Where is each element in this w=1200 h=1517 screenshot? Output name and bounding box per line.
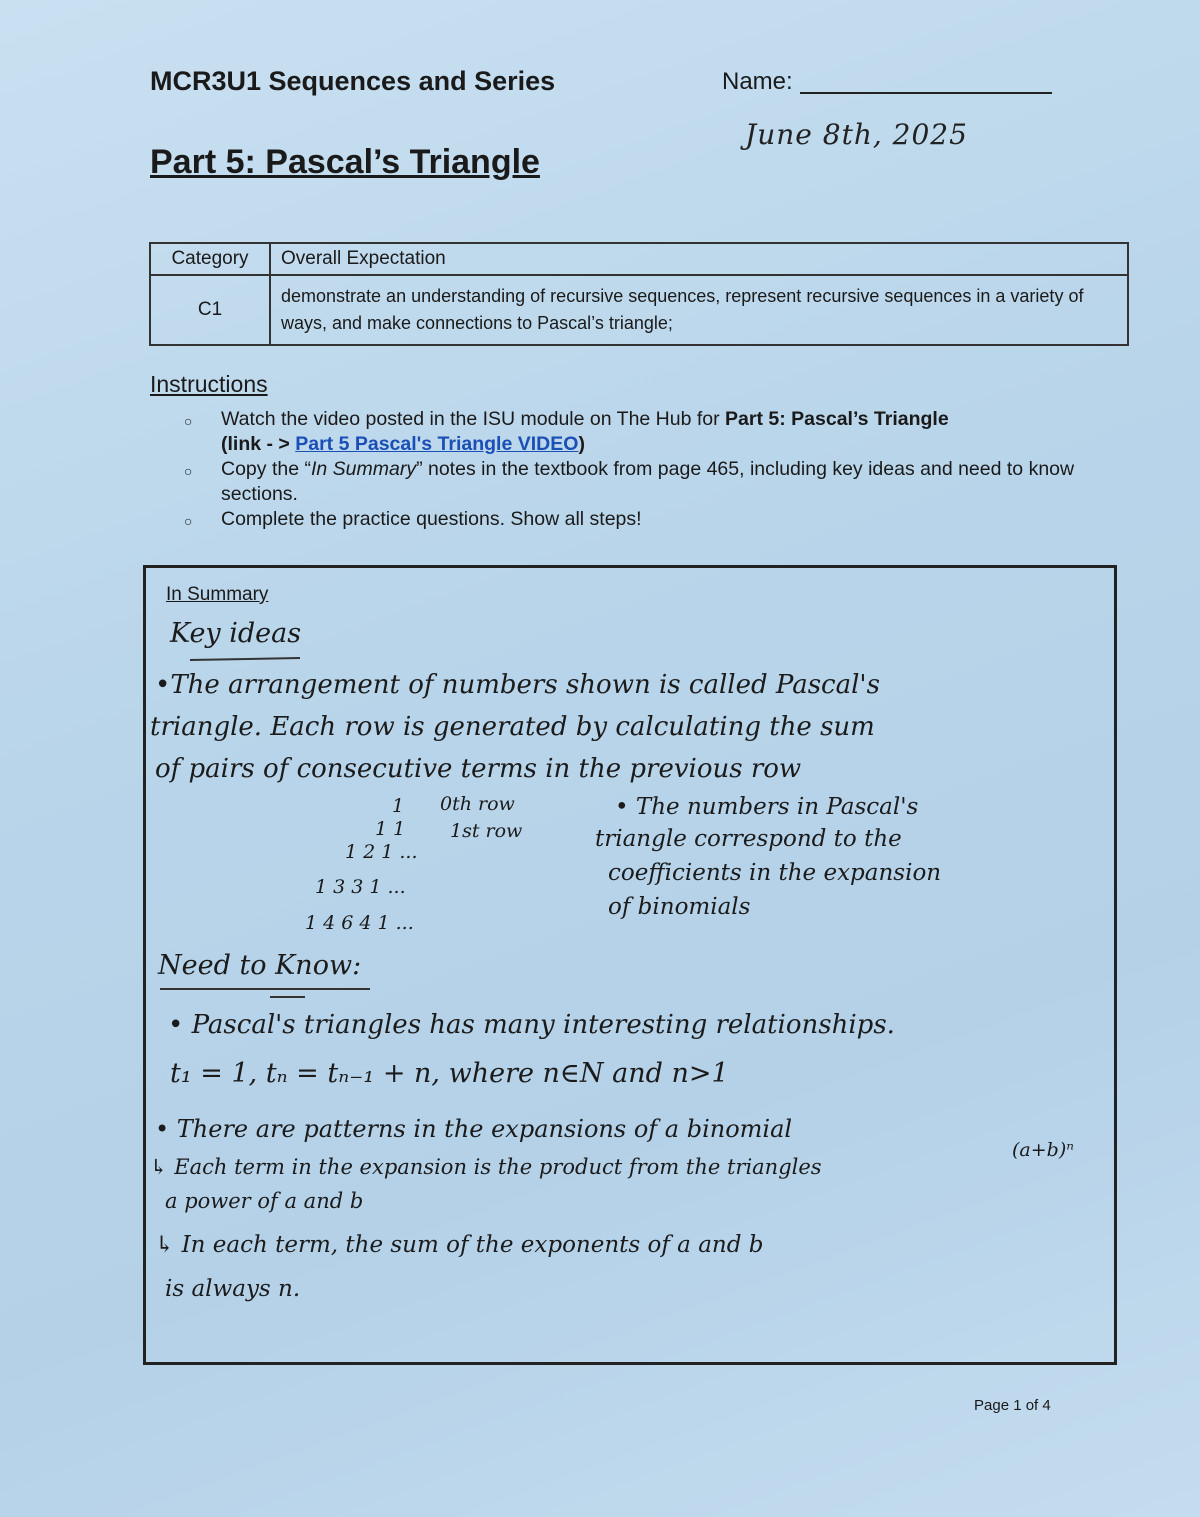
instruction-text: Watch the video posted in the ISU module on The Hub for — [221, 408, 726, 430]
need-line: is always n. — [165, 1276, 301, 1302]
link-prefix: (link - > — [221, 433, 296, 455]
need-line: • Pascal's triangles has many interesting relationships. — [168, 1010, 895, 1040]
triangle-row: 1 2 1 ... — [345, 841, 418, 863]
name-label: Name: — [722, 68, 793, 95]
key-ideas-heading: Key ideas — [170, 618, 302, 649]
list-item — [180, 457, 1080, 507]
list-item — [180, 407, 1080, 457]
right-note: • The numbers in Pascal's — [615, 794, 919, 820]
right-note: coefficients in the expansion — [608, 860, 942, 886]
link-suffix: ) — [578, 433, 585, 455]
category-cell: C1 — [150, 275, 270, 345]
key-line: triangle. Each row is generated by calculating the sum — [150, 712, 875, 742]
need-line: ↳ Each term in the expansion is the product from the triangles — [150, 1155, 822, 1179]
row-label: 1st row — [450, 820, 523, 842]
instructions-heading: Instructions — [150, 371, 268, 397]
bullet-icon: ○ — [184, 513, 193, 529]
need-line: • There are patterns in the expansions of a binomial — [155, 1115, 793, 1143]
page-title: Part 5: Pascal’s Triangle — [150, 143, 540, 181]
list-item — [180, 507, 1080, 532]
instruction-italic: In Summary — [310, 458, 417, 480]
need-to-know-heading: Need to Know: — [158, 950, 362, 981]
key-line: of pairs of consecutive terms in the previous row — [155, 754, 802, 784]
header-expectation: Overall Expectation — [270, 243, 1128, 275]
triangle-row: 1 3 3 1 ... — [315, 876, 406, 898]
need-line: (a+b)ⁿ — [1012, 1139, 1074, 1161]
summary-heading: In Summary — [166, 584, 269, 605]
handwritten-date: June 8th, 2025 — [745, 118, 968, 151]
right-note: of binomials — [608, 894, 751, 920]
need-to-know-underline — [160, 988, 370, 990]
need-line: a power of a and b — [165, 1189, 364, 1213]
header-category: Category — [150, 243, 270, 275]
video-link[interactable]: Part 5 Pascal's Triangle VIDEO — [295, 433, 579, 455]
instruction-text: Complete the practice questions. Show all steps! — [221, 508, 642, 530]
triangle-row: 1 1 — [375, 818, 406, 840]
expectations-table — [149, 242, 1129, 346]
bullet-icon: ○ — [184, 463, 193, 479]
table-row — [150, 275, 1128, 345]
triangle-row: 1 4 6 4 1 ... — [305, 912, 414, 934]
instruction-bold: Part 5: Pascal’s Triangle — [725, 408, 949, 430]
table-header-row — [150, 243, 1128, 275]
triangle-row: 1 — [392, 795, 405, 817]
row-label: 0th row — [440, 793, 515, 815]
need-line: ↳ In each term, the sum of the exponents of a and b — [155, 1232, 764, 1258]
expectation-cell: demonstrate an understanding of recursive sequences, represent recursive sequences in a variety of ways, and make connections to Pascal’s triangle; — [270, 275, 1128, 345]
instructions-list — [180, 407, 1080, 532]
bullet-icon: ○ — [184, 413, 193, 429]
instruction-text-end: ” notes in the textbook from page 465, including key ideas and need to know sections. — [221, 458, 1075, 505]
name-blank-line — [800, 92, 1052, 94]
need-line: t₁ = 1, tₙ = tₙ₋₁ + n, where n∈N and n>1 — [170, 1058, 729, 1089]
key-line: •The arrangement of numbers shown is called Pascal's — [155, 670, 880, 700]
right-note: triangle correspond to the — [595, 826, 902, 852]
page-number: Page 1 of 4 — [974, 1397, 1051, 1414]
instruction-text: Copy the “ — [221, 458, 311, 480]
need-to-know-underline-2 — [270, 996, 305, 998]
course-title: MCR3U1 Sequences and Series — [150, 66, 556, 96]
